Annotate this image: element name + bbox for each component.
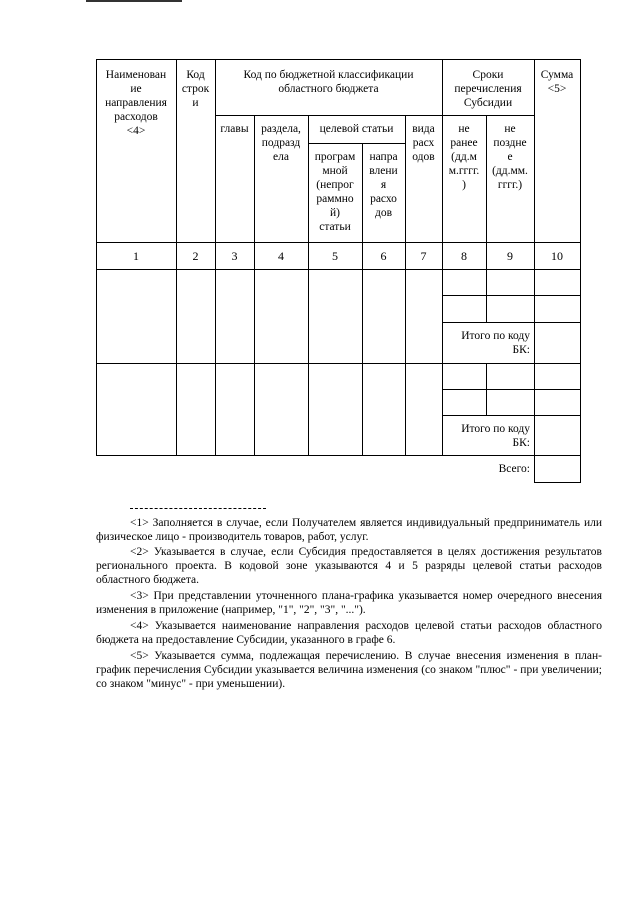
column-number: 10 (551, 249, 563, 263)
header-program: програм мной (непрог раммно й) статьи (314, 151, 356, 233)
footnote-3: <3> При представлении уточненного плана-графика указывается номер очередного внесения изменения в приложение (например, "1", "2", "3", "..."). (96, 590, 602, 616)
header-chapter: главы (220, 123, 249, 135)
column-number: 5 (332, 249, 338, 263)
footnote-2: <2> Указывается в случае, если Субсидия предоставляется в целях достижения результатов регионального проекта. В кодовой зоне указываются 4 и 5 разряды целевой статьи расходов областного бюджета. (96, 546, 602, 586)
vsego-label: Всего: (498, 463, 530, 475)
column-number: 9 (507, 249, 513, 263)
header-terms: Сроки перечисления Субсидии (454, 69, 522, 109)
header-bk: Код по бюджетной классификации областного бюджета (243, 69, 414, 95)
footnote-5: <5> Указывается сумма, подлежащая перечислению. В случае внесения изменения в план-график перечисления Субсидии указывается величина изменения (со знаком "плюс" - при увеличении; со знаком "минус" - при уменьшении). (96, 650, 602, 690)
header-not-before: не ранее (дд.м м.гггг. ) (448, 123, 480, 191)
column-number: 6 (380, 249, 387, 263)
header-section: раздела, подразд ела (261, 123, 301, 163)
column-number: 1 (133, 249, 139, 263)
header-kind: вида расх одов (412, 123, 435, 163)
itogo-label: Итого по коду БК: (461, 330, 530, 356)
header-target: целевой статьи (319, 123, 394, 135)
column-number: 2 (192, 249, 199, 263)
footnote-separator (130, 508, 266, 509)
header-sum: Сумма <5> (540, 69, 574, 95)
column-number: 8 (461, 249, 467, 263)
column-number: 3 (231, 249, 238, 263)
header-not-after: не поздне е (дд.мм. гггг.) (492, 123, 528, 191)
header-direction: напра влени я расхо дов (369, 151, 398, 219)
itogo-label: Итого по коду БК: (461, 423, 530, 449)
footnote-1: <1> Заполняется в случае, если Получателем является индивидуальный предприниматель или физическое лицо - производитель товаров, работ, услуг. (96, 517, 602, 543)
header-code: Код строк и (181, 69, 210, 109)
column-number: 4 (278, 249, 284, 263)
header-name: Наименован ие направления расходов <4> (105, 69, 167, 137)
footnote-4: <4> Указывается наименование направления расходов целевой статьи расходов областного бюджета на предоставление Субсидии, указанного в графе 6. (96, 620, 602, 646)
column-number: 7 (420, 249, 427, 263)
